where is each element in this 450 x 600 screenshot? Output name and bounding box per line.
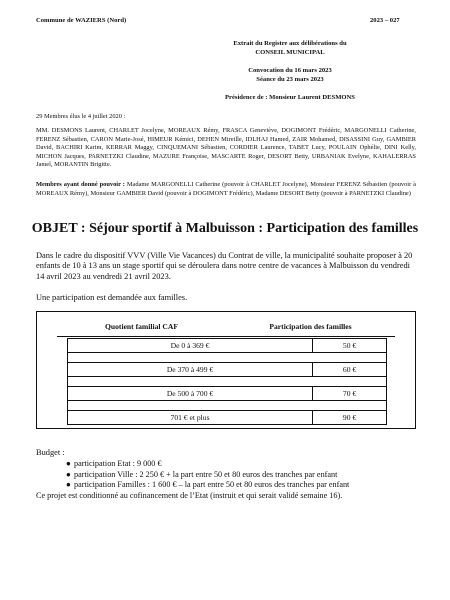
budget-list: [66, 459, 426, 491]
registry-title-line1: Extrait du Registre aux délibérations du: [233, 40, 347, 47]
commune-name: Commune de WAZIERS (Nord): [36, 17, 127, 24]
budget-closing: Ce projet est conditionné au cofinancement de l’Etat (instruit et qui serait validé semaine 16).: [36, 491, 343, 500]
participation-table: [57, 316, 395, 337]
tranche-table: [67, 338, 387, 425]
budget-label: Budget :: [36, 448, 65, 457]
proxy-text: Madame MARGONELLI Catherine (pouvoir à CHARLET Jocelyne), Monsieur FERENZ Sébastien (pouvoir à MOREAUX Rémy), Monsieur GAMBIER David (pouvoir à DOGIMONT Frédéric), Madame DESORT Betty (pouvoir à PARNETZKI Claudine): [36, 181, 417, 197]
registry-block: [205, 40, 375, 57]
header-quotient: Quotient familial CAF: [57, 316, 226, 337]
members-count: 29 Membres élus le 4 juillet 2020 :: [36, 113, 126, 120]
tranche-cell: De 370 à 499 €: [68, 363, 313, 377]
presidence: Présidence de : Monsieur Laurent DESMONS: [225, 94, 355, 101]
budget-item-etat: participation Etat : 9 000 €: [74, 459, 162, 468]
table-row: [68, 363, 387, 377]
budget-item-familles: participation Familles : 1 600 € – la part entre 50 et 80 euros des tranches par enfant: [74, 480, 350, 490]
deliberation-reference: 2023 – 027: [370, 17, 400, 24]
session-dates: [205, 67, 375, 84]
budget-item-ville: participation Ville : 2 250 € + la part entre 50 et 80 euros des tranches par enfant: [74, 469, 338, 479]
proxy-label: Membres ayant donné pouvoir :: [36, 181, 125, 188]
table-frame: [36, 311, 416, 429]
participation-cell: 90 €: [313, 411, 387, 425]
participation-cell: 60 €: [313, 363, 387, 377]
table-row: [68, 411, 387, 425]
bullet-icon: ●: [66, 459, 71, 468]
header-participation: Participation des familles: [226, 316, 395, 337]
list-item: [66, 480, 426, 491]
intro-paragraph: Dans le cadre du dispositif VVV (Ville Vie Vacances) du Contrat de ville, la municipalité souhaite proposer à 20 enfants de 10 à 13 ans un stage sportif qui se déroulera dans notre centre de vacances à Malbuisson du vendredi 14 avril 2023 au vendredi 21 avril 2023.: [36, 251, 413, 281]
registry-title-line2: CONSEIL MUNICIPAL: [255, 48, 325, 56]
participation-cell: 50 €: [313, 339, 387, 353]
participation-cell: 70 €: [313, 387, 387, 401]
participation-line: Une participation est demandée aux familles.: [36, 293, 188, 302]
convocation-date: Convocation du 16 mars 2023: [248, 67, 332, 74]
tranche-cell: De 500 à 700 €: [68, 387, 313, 401]
seance-date: Séance du 23 mars 2023: [256, 75, 324, 83]
tranche-cell: 701 € et plus: [68, 411, 313, 425]
tranche-cell: De 0 à 369 €: [68, 339, 313, 353]
members-list: MM. DESMONS Laurent, CHARLET Jocelyne, MOREAUX Rémy, FRASCA Geneviève, DOGIMONT Frédéric, MARGONELLI Catherine, FERENZ Sébastien, CARON Marie-José, HIMEUR Kémici, DEHEN Mireille, IDLHAJ Hamed, ZAIR Mohamed, DISASSINI Guy, GAMBIER David, BACHIRI Karim, KERRAR Maggy, CINQUEMANI Sébastien, CORDIER Laurence, TABET Lucy, POULAIN Ophélie, DINI Kelly, MICHON Jacques, PARNETZKI Claudine, MAZURE Françoise, MASCARTE Roger, DESORT Betty, URBANIAK Evelyne, KAHALERRAS Jamel, MORANTIN Brigitte.: [36, 127, 416, 169]
bullet-icon: ●: [66, 480, 71, 490]
list-item: [66, 470, 426, 481]
table-row: [68, 339, 387, 353]
list-item: [66, 459, 426, 470]
table-header-row: [57, 316, 395, 337]
bullet-icon: ●: [66, 469, 71, 479]
objet-heading: OBJET : Séjour sportif à Malbuisson : Participation des familles: [31, 221, 419, 236]
table-row: [68, 387, 387, 401]
proxy-paragraph: [36, 181, 416, 198]
